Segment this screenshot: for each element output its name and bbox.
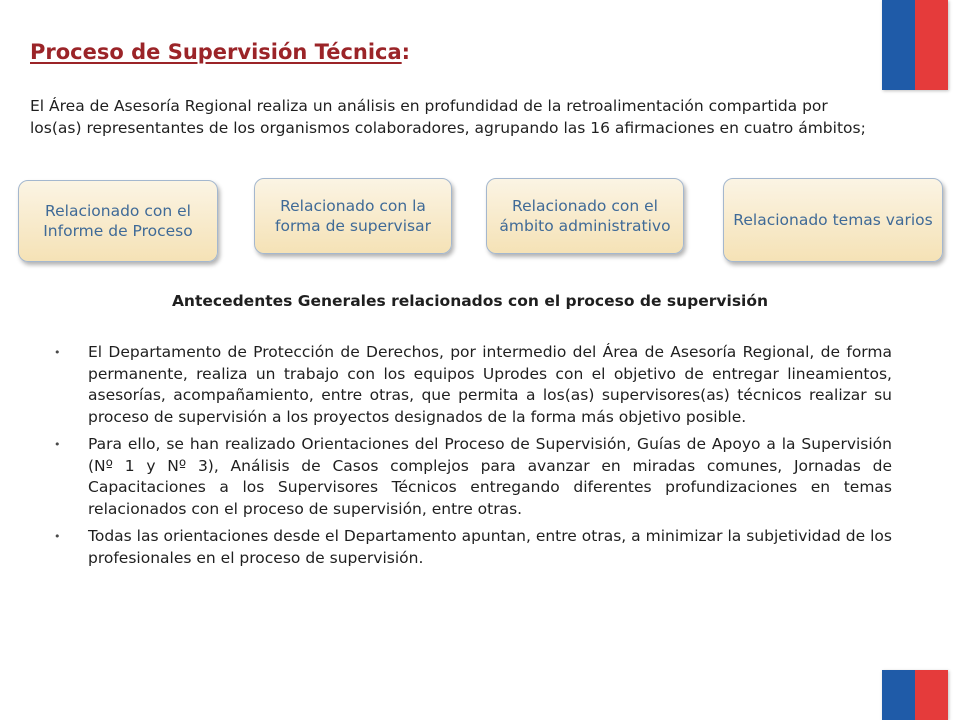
bullet-list <box>40 342 892 575</box>
bullet-dot-icon: • <box>54 438 61 451</box>
bullet-text: Para ello, se han realizado Orientaciones del Proceso de Supervisión, Guías de Apoyo a la Supervisión (Nº 1 y Nº 3), Análisis de Casos complejos para avanzar en miradas comunes, Jornadas de Capacitaciones a los Supervisores Técnicos entregando diferentes profundizaciones en temas relacionados con el proceso de supervisión, entre otras. <box>88 435 892 518</box>
bullet-item <box>40 526 892 569</box>
bullet-item <box>40 342 892 428</box>
category-box-temas-varios <box>723 178 943 262</box>
bullet-item <box>40 434 892 520</box>
page-title-text: Proceso de Supervisión Técnica <box>30 40 402 64</box>
category-box-label: Relacionado con la forma de supervisar <box>275 197 431 235</box>
category-box-label: Relacionado con el Informe de Proceso <box>43 202 193 240</box>
category-box-ambito-administrativo <box>486 178 684 254</box>
category-box-label: Relacionado temas varios <box>733 211 933 229</box>
chile-flag-decoration-bottom <box>882 670 948 720</box>
bullet-text: El Departamento de Protección de Derechos, por intermedio del Área de Asesoría Regional, de forma permanente, realiza un trabajo con los equipos Uprodes con el objetivo de entregar lineamientos, asesorías, acompañamiento, entre otras, que permita a los(as) supervisores(as) técnicos realizar su proceso de supervisión a los proyectos designados de la forma más objetivo posible. <box>88 343 892 426</box>
category-box-informe-proceso <box>18 180 218 262</box>
flag-red-stripe <box>915 0 948 90</box>
section-subheading: Antecedentes Generales relacionados con el proceso de supervisión <box>171 292 769 310</box>
intro-paragraph: El Área de Asesoría Regional realiza un análisis en profundidad de la retroalimentación compartida por los(as) representantes de los organismos colaboradores, agrupando las 16 afirmaciones en cuatro ámbitos; <box>30 97 866 137</box>
category-box-forma-supervisar <box>254 178 452 254</box>
category-box-label: Relacionado con el ámbito administrativo <box>499 197 671 235</box>
bullet-text: Todas las orientaciones desde el Departamento apuntan, entre otras, a minimizar la subjetividad de los profesionales en el proceso de supervisión. <box>88 527 892 567</box>
page-title <box>30 40 410 64</box>
chile-flag-decoration-top <box>882 0 948 90</box>
bullet-dot-icon: • <box>54 346 61 359</box>
flag-red-stripe <box>915 670 948 720</box>
page-title-colon: : <box>401 40 411 64</box>
flag-blue-stripe <box>882 670 915 720</box>
bullet-dot-icon: • <box>54 530 61 543</box>
flag-blue-stripe <box>882 0 915 90</box>
